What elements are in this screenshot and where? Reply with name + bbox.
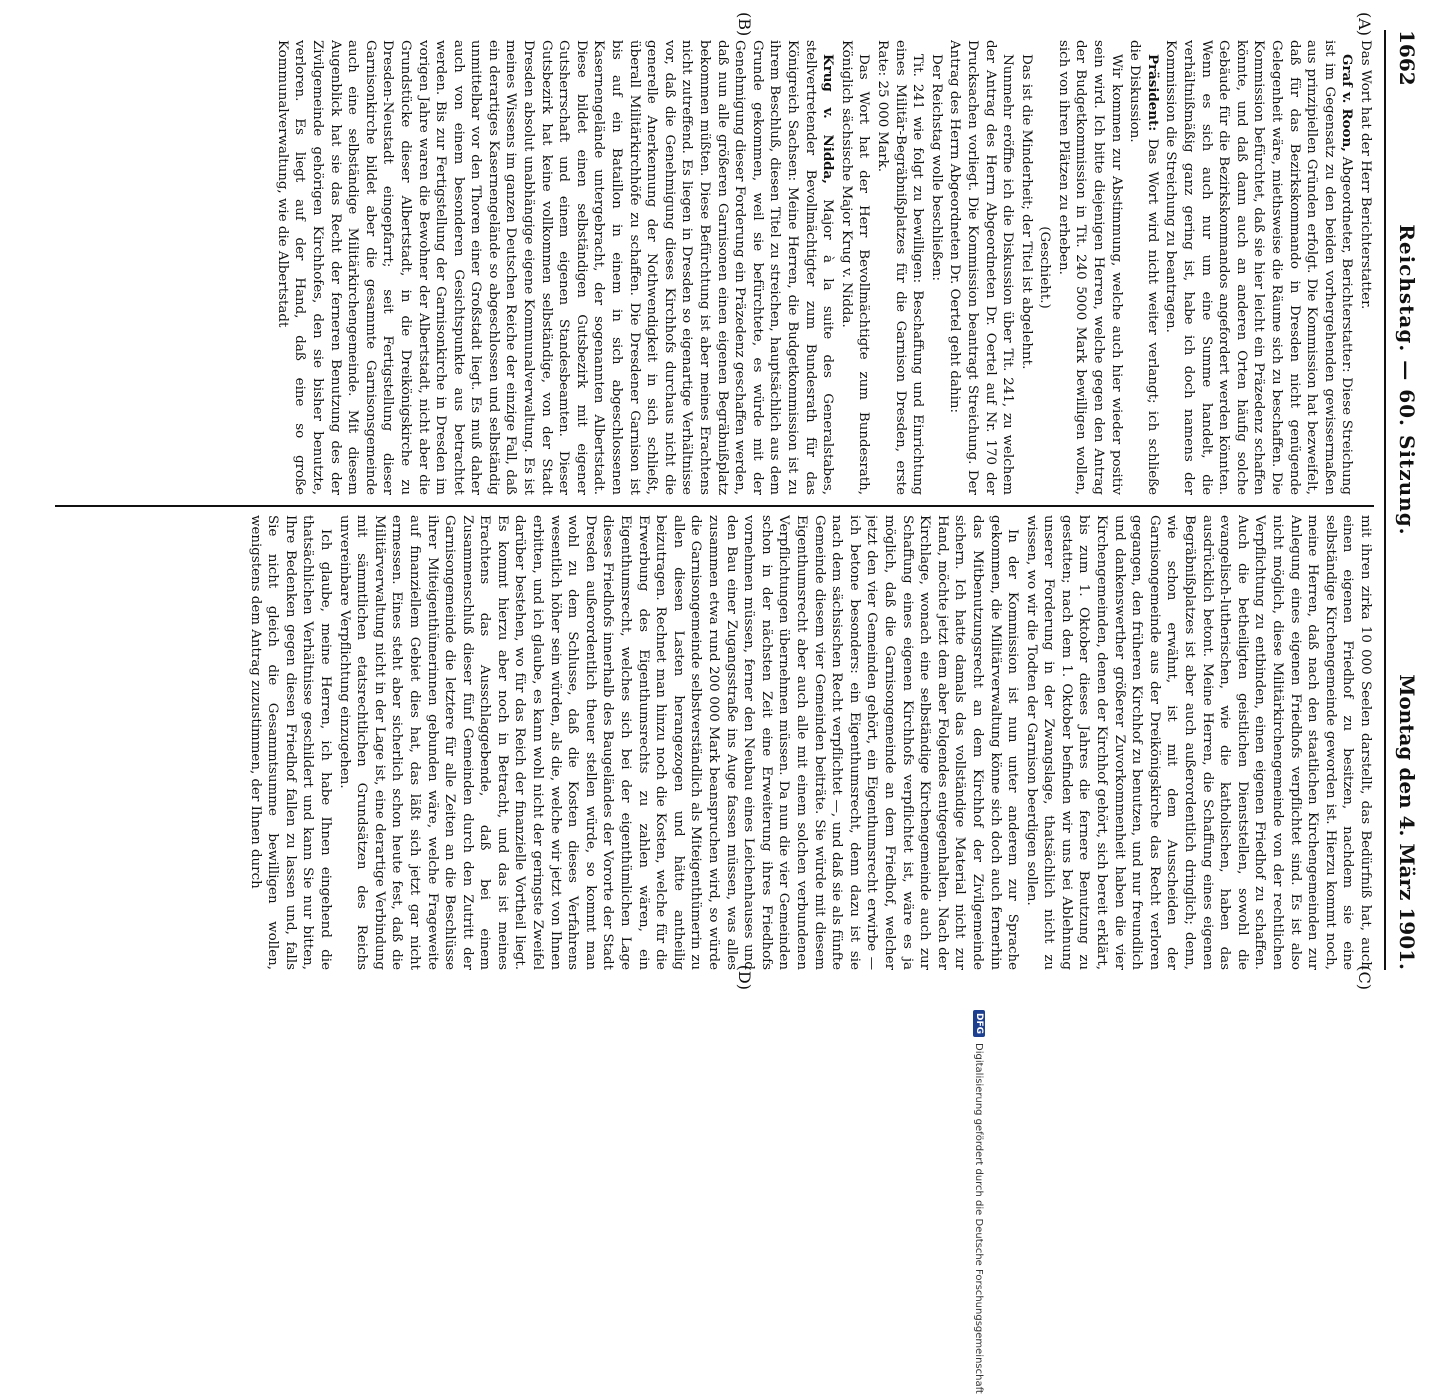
paragraph <box>246 515 334 970</box>
paragraph-text: Das ist die Minderheit; der Titel ist abgelehnt. <box>1018 54 1034 370</box>
paragraph-text: Abgeordneter, Berichterstatter: Diese Streichung ist im Gegensatz zu den beiden vorhergehenden gewissermaßen aus prinzipiellen Gründen erfolgt. Die Kommission hat bezweifelt, daß für das Bezirkskommando in Dresden nicht genügende Gelegenheit wäre, miethsweise die Räume sich zu beschaffen. Die Kommission befürchtet, daß sie hier leicht ein Präzedenz schaffen könnte, und daß dann auch an anderen Orten häufig solche Gebäude für die Bezirkskommandos angefordert werden könnten. Wenn es sich auch nur um eine Summe handelt, die verhältnißmäßig ganz gering ist, habe ich doch namens der Kommission die Streichung zu beantragen. <box>1163 40 1355 495</box>
margin-marker-a: (A) <box>1355 12 1374 37</box>
header-rule <box>1384 30 1386 970</box>
document-page <box>25 0 1434 1000</box>
paragraph <box>873 40 926 495</box>
paragraph <box>1356 40 1374 495</box>
paragraph-text: Wir kommen zur Abstimmung, welche auch hier wieder positiv sein wird. Ich bitte diejenigen Herren, welche gegen den Antrag der Budgetkommission in Tit. 240 5000 Mark bewilligen wollen, sich von ihren Plätzen zu erheben. <box>1055 40 1124 495</box>
paragraph <box>1126 40 1161 495</box>
right-column <box>45 515 1374 970</box>
paragraph-text: Der Reichstag wolle beschließen: <box>928 54 944 282</box>
margin-marker-b: (B) <box>735 12 754 37</box>
column-divider <box>55 505 1374 507</box>
paragraph-text: Major à la suite des Generalstabes, stellvertretender Bevollmächtigter zum Bundesrath für das Königreich Sachsen: Meine Herren, die Budgetkommission ist zu ihrem Beschluß, diesen Titel zu streichen, hauptsächlich aus dem Grunde gekommen, weil sie befürchtete, es würde mit der Genehmigung dieser Forderung ein Präzedenz geschaffen werden, daß nun alle größeren Garnisonen einen eigenen Begräbnißplatz bekommen müßten. Diese Befürchtung ist aber meines Erachtens nicht zutreffend. Es liegen in Dresden so eigenartige Verhältnisse vor, daß die Genehmigung dieses Kirchhofs durchaus nicht die generelle Anerkennung der Nothwendigkeit in sich schließt, überall Militärkirchhöfe zu schaffen. Die Dresdener Garnison ist bis auf ein Bataillon in einem in sich abgeschlossenen Kasernengelände untergebracht, der sogenannten Albertstadt. Diese bildet einen selbständigen Gutsbezirk mit eigener Gutsherrschaft und einem eigenen Standesbeamten. Dieser Gutsbezirk hat keine vollkommen selbständige, von der Stadt Dresden absolut unabhängige eigene Kommunalverwaltung. Es ist meines Wissens im ganzen Deutschen Reiche der einzige Fall, daß ein derartiges Kasernengelände so abgeschlossen und selbständig unmittelbar vor den Thoren einer Großstadt liegt. Es muß daher auch von einem besonderen Gesichtspunkte aus betrachtet werden. Bis zur Fertigstellung der Garnisonkirche in Dresden im vorigen Jahre waren die Bewohner der Albertstadt, nicht aber die Grundstücke dieser Albertstadt, in die Dreikönigskirche zu Dresden-Neustadt eingepfarrt; seit Fertigstellung dieser Garnisonkirche bildet aber die gesammte Garnisonsgemeinde auch eine selbständige Militärkirchengemeinde. Mit diesem Augenblick hat sie das Recht der ferneren Benutzung des der Zivilgemeinde gehörigen Kirchhofes, den sie bisher benutzte, verloren. Es liegt auf der Hand, daß eine so große Kommunalverwaltung, wie die Albertstadt <box>274 40 836 495</box>
paragraph-text: Tit. 241 wie folgt zu bewilligen: Beschaffung und Einrichtung eines Militär-Begräbnißplatzes für die Garnison Dresden, erste Rate: 25 000 Mark. <box>874 40 926 495</box>
paragraph-text: (Geschieht.) <box>1037 226 1053 309</box>
speaker-name: Präsident: <box>1144 54 1161 132</box>
paragraph <box>1162 40 1356 495</box>
session-date: Montag den 4. März 1901. <box>1395 674 1419 970</box>
paragraph <box>1017 40 1035 495</box>
session-title: Reichstag. — 60. Sitzung. <box>1395 224 1419 536</box>
paragraph-text: In der Kommission ist nun unter anderem zur Sprache gekommen, die Militärverwaltung könne sich doch auch fernerhin das Mitbenutzungsrecht an dem Kirchhof der Zivilgemeinde sichern. Ich hatte damals das vollständige Material nicht zur Hand, möchte jetzt dem aber Folgendes entgegenhalten. Nach der Kirchlage, wonach eine selbständige Kirchengemeinde auch zur Schaffung eines eigenen Kirchhofs verpflichtet ist, wäre es ja möglich, daß die Garnisongemeinde an dem Friedhof, welcher jetzt den vier Gemeinden gehört, ein Eigenthumsrecht erwirbe — ich betone besonders: ein Eigenthumsrecht, denn dazu ist sie nach dem sächsischen Recht verpflichtet —, und daß sie als fünfte Gemeinde diesem vier Gemeinden beiträte. Sie würde mit diesem Eigenthumsrecht aber auch alle mit einem solchen verbundenen Verpflichtungen übernehmen müssen. Da nun die vier Gemeinden schon in der nächsten Zeit eine Erweiterung ihres Friedhofs vornehmen müssen, ferner den Neubau eines Leichenhauses und den Bau einer Zugangsstraße ins Auge fassen müssen, was alles zusammen etwa rund 200 000 Mark beanspruchen wird, so würde die Garnisongemeinde selbstverständlich als Miteigenthümerin zu allen diesen Lasten herangezogen und hätte antheilig beizutragen. Rechnet man hinzu noch die Kosten, welche für die Erwerbung des Eigenthumsrechts zu zahlen wären, ein Eigenthumsrecht, welches sich bei der eigenthümlichen Lage dieses Friedhofs innerhalb des Baugeländes der Vororte der Stadt Dresden außerordentlich theuer stellen würde, so kommt man wohl zu dem Schlusse, daß die Kosten dieses Verfahrens wesentlich höher sein würden, als die, welche wir jetzt von Ihnen erbitten, und ich glaube, es kann wohl nicht der geringste Zweifel darüber bestehen, wo für das Reich der finanzielle Vortheil liegt. Es kommt hierzu aber noch in Betracht, und das ist meines Erachtens das Ausschlaggebende, daß bei einem Zusammenschluß dieser fünf Gemeinden durch den Zutritt der Garnisongemeinde die letztere für alle Zeiten an die Beschlüsse ihrer Miteigenthümerinnen gebunden wäre, welche Frageweite auf finanziellem Gebiet dies hat, das läßt sich jetzt gar nicht ermessen. Eines steht aber sicherlich schon heute fest, daß die Militärverwaltung nicht in der Lage ist, eine derartige Verbindung mit sämmtlichen etatsrechtlichen Grundsätzen des Reichs unvereinbare Verpflichtung einzugehen. <box>336 515 1021 970</box>
left-column <box>45 40 1374 495</box>
margin-marker-d: (D) <box>735 964 754 990</box>
paragraph <box>1036 40 1054 495</box>
paragraph <box>837 40 872 495</box>
speaker-name: Graf v. Roon, <box>1339 54 1356 152</box>
paragraph-text: Das Wort hat der Herr Bevollmächtigte zum Bundesrath, Königlich sächsische Major Krug v. Nidda. <box>838 40 872 495</box>
paragraph <box>273 40 836 495</box>
paragraph <box>946 40 1016 495</box>
paragraph <box>1022 515 1374 970</box>
paragraph <box>1054 40 1124 495</box>
paragraph <box>335 515 1021 970</box>
dfg-logo: DFG <box>973 1010 985 1037</box>
footer-text: Digitalisierung gefördert durch die Deutsche Forschungsgemeinschaft <box>973 1043 985 1394</box>
paragraph-text: Ich glaube, meine Herren, ich habe Ihnen eingehend die thatsächlichen Verhältnisse geschildert und kann Sie nur bitten, Ihre Bedenken gegen diesen Friedhof fallen zu lassen und, falls Sie nicht gleich die Gesammtsumme bewilligen wollen, wenigstens dem Antrag zuzustimmen, der Ihnen durch <box>247 515 333 970</box>
paragraph <box>927 40 945 495</box>
page-number: 1662 <box>1395 30 1419 86</box>
footer-credit <box>973 1010 985 1394</box>
speaker-name: Krug v. Nidda, <box>820 54 837 184</box>
paragraph-text: Das Wort wird nicht weiter verlangt; ich schließe die Diskussion. <box>1127 40 1160 495</box>
margin-marker-c: (C) <box>1355 965 1374 990</box>
paragraph-text: mit ihren zirka 10 000 Seelen darstellt, das Bedürfniß hat, auch einen eigenen Friedhof zu besitzen, nachdem sie eine selbständige Kirchengemeinde geworden ist. Hierzu kommt noch, meine Herren, daß nach den staatlichen Kirchengemeinden zur Anlegung eines eigenen Friedhofs verpflichtet sind. Es ist also nicht möglich, diese Militärkirchengemeinde von der rechtlichen Verpflichtung zu entbinden, einen eigenen Friedhof zu schaffen. Auch die betheiligten geistlichen Dienststellen, sowohl die evangelisch-lutherischen, wie die katholischen, haben das ausdrücklich betont. Meine Herren, die Schaffung eines eigenen Begräbnißplatzes ist aber auch außerordentlich dringlich; denn, wie schon erwähnt, ist mit dem Ausscheiden der Garnisongemeinde aus der Dreikönigskirche das Recht verloren gegangen, den früheren Kirchhof zu benutzen, und nur freundlich und dankenswerther größerer Zuvorkommenheit haben die vier Kirchengemeinden, denen der Kirchhof gehört, sich bereit erklärt, bis zum 1. Oktober dieses Jahres die fernere Benutzung zu gestatten; nach dem 1. Oktober befinden wir uns bei Ablehnung unserer Forderung in der Zwangslage, thatsächlich nicht zu wissen, wo wir die Todten der Garnison beerdigen sollen. <box>1023 515 1373 970</box>
page-header <box>1390 30 1424 970</box>
paragraph-text: Das Wort hat der Herr Berichterstatter. <box>1358 40 1373 310</box>
paragraph-text: Nunmehr eröffne ich die Diskussion über Tit. 241, zu welchem der Antrag des Herrn Abgeordneten Dr. Oertel auf Nr. 170 der Drucksachen vorliegt. Die Kommission beantragt Streichung. Der Antrag des Herrn Abgeordneten Dr. Oertel geht dahin: <box>947 40 1016 495</box>
